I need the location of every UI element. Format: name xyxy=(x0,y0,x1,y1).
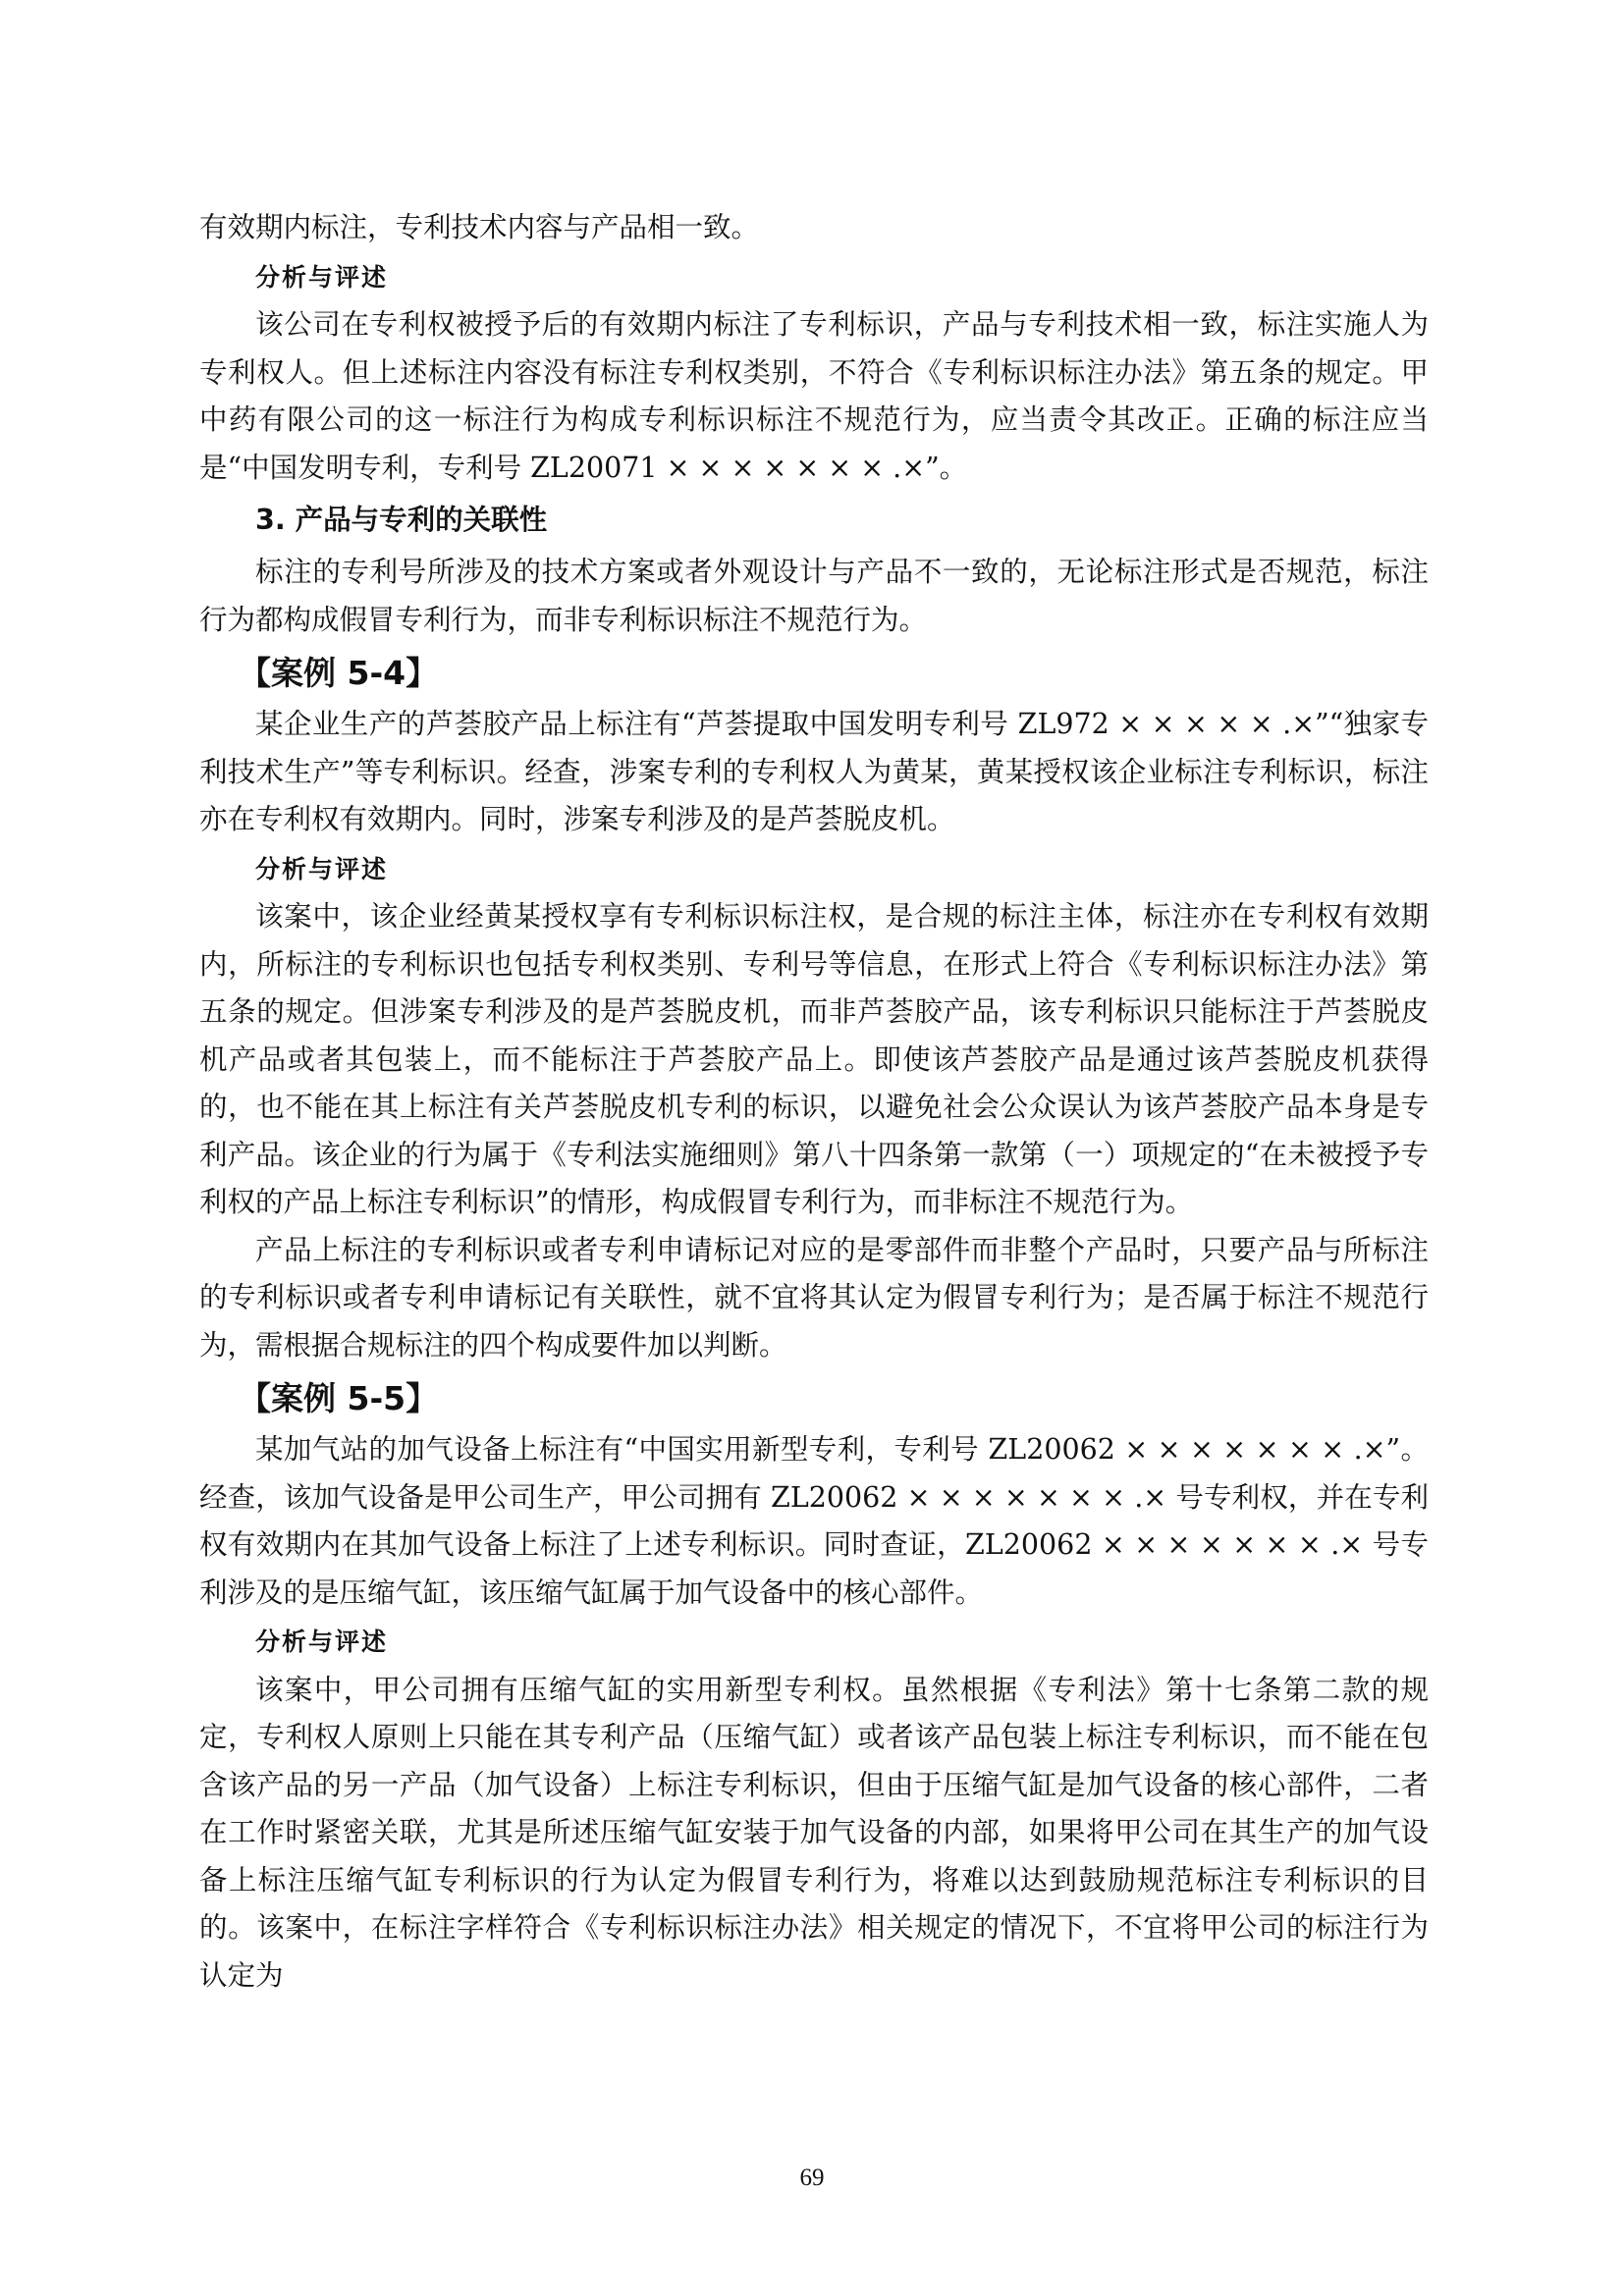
analysis-subheading: 分析与评述 xyxy=(255,262,389,292)
page-number: 69 xyxy=(799,2164,825,2191)
paragraph: 该公司在专利权被授予后的有效期内标注了专利标识，产品与专利技术相一致，标注实施人为专利权人。但上述标注内容没有标注专利权类别，不符合《专利标识标注办法》第五条的规定。甲中药有限公司的这一标注行为构成专利标识标注不规范行为，应当责令其改正。正确的标注应当是“中国发明专利，专利号 ZL20071 × × × × × × × .×”。 xyxy=(199,308,1429,484)
case-heading: 【案例 5-4】 xyxy=(239,654,439,692)
paragraph: 该案中，该企业经黄某授权享有专利标识标注权，是合规的标注主体，标注亦在专利权有效期内，所标注的专利标识也包括专利权类别、专利号等信息，在形式上符合《专利标识标注办法》第五条的规定。但涉案专利涉及的是芦荟脱皮机，而非芦荟胶产品，该专利标识只能标注于芦荟脱皮机产品或者其包装上，而不能标注于芦荟胶产品上。即使该芦荟胶产品是通过该芦荟脱皮机获得的，也不能在其上标注有关芦荟脱皮机专利的标识，以避免社会公众误认为该芦荟胶产品本身是专利产品。该企业的行为属于《专利法实施细则》第八十四条第一款第（一）项规定的“在未被授予专利权的产品上标注专利标识”的情形，构成假冒专利行为，而非标注不规范行为。 xyxy=(199,900,1429,1218)
paragraph-continued: 有效期内标注，专利技术内容与产品相一致。 xyxy=(199,211,760,243)
case-heading: 【案例 5-5】 xyxy=(239,1379,439,1417)
paragraph: 某企业生产的芦荟胶产品上标注有“芦荟提取中国发明专利号 ZL972 × × × × × .×”“独家专利技术生产”等专利标识。经查，涉案专利的专利权人为黄某，黄某授权该企业标注专利标识，标注亦在专利权有效期内。同时，涉案专利涉及的是芦荟脱皮机。 xyxy=(199,708,1429,835)
section-heading: 3. 产品与专利的关联性 xyxy=(255,504,548,536)
analysis-subheading: 分析与评述 xyxy=(255,854,389,883)
paragraph: 某加气站的加气设备上标注有“中国实用新型专利，专利号 ZL20062 × × × × × × × .×”。经查，该加气设备是甲公司生产，甲公司拥有 ZL20062 × × × × × × × .× 号专利权，并在专利权有效期内在其加气设备上标注了上述专利标识。同时查证，ZL20062 × × × × × × × .× 号专利涉及的是压缩气缸，该压缩气缸属于加气设备中的核心部件。 xyxy=(199,1433,1429,1609)
paragraph: 该案中，甲公司拥有压缩气缸的实用新型专利权。虽然根据《专利法》第十七条第二款的规定，专利权人原则上只能在其专利产品（压缩气缸）或者该产品包装上标注专利标识，而不能在包含该产品的另一产品（加气设备）上标注专利标识，但由于压缩气缸是加气设备的核心部件，二者在工作时紧密关联，尤其是所述压缩气缸安装于加气设备的内部，如果将甲公司在其生产的加气设备上标注压缩气缸专利标识的行为认定为假冒专利行为，将难以达到鼓励规范标注专利标识的目的。该案中，在标注字样符合《专利标识标注办法》相关规定的情况下，不宜将甲公司的标注行为认定为 xyxy=(199,1673,1429,1992)
paragraph: 产品上标注的专利标识或者专利申请标记对应的是零部件而非整个产品时，只要产品与所标注的专利标识或者专利申请标记有关联性，就不宜将其认定为假冒专利行为；是否属于标注不规范行为，需根据合规标注的四个构成要件加以判断。 xyxy=(199,1233,1429,1362)
analysis-subheading: 分析与评述 xyxy=(255,1628,389,1656)
page-body xyxy=(199,204,1429,2000)
paragraph: 标注的专利号所涉及的技术方案或者外观设计与产品不一致的，无论标注形式是否规范，标注行为都构成假冒专利行为，而非专利标识标注不规范行为。 xyxy=(199,556,1429,636)
